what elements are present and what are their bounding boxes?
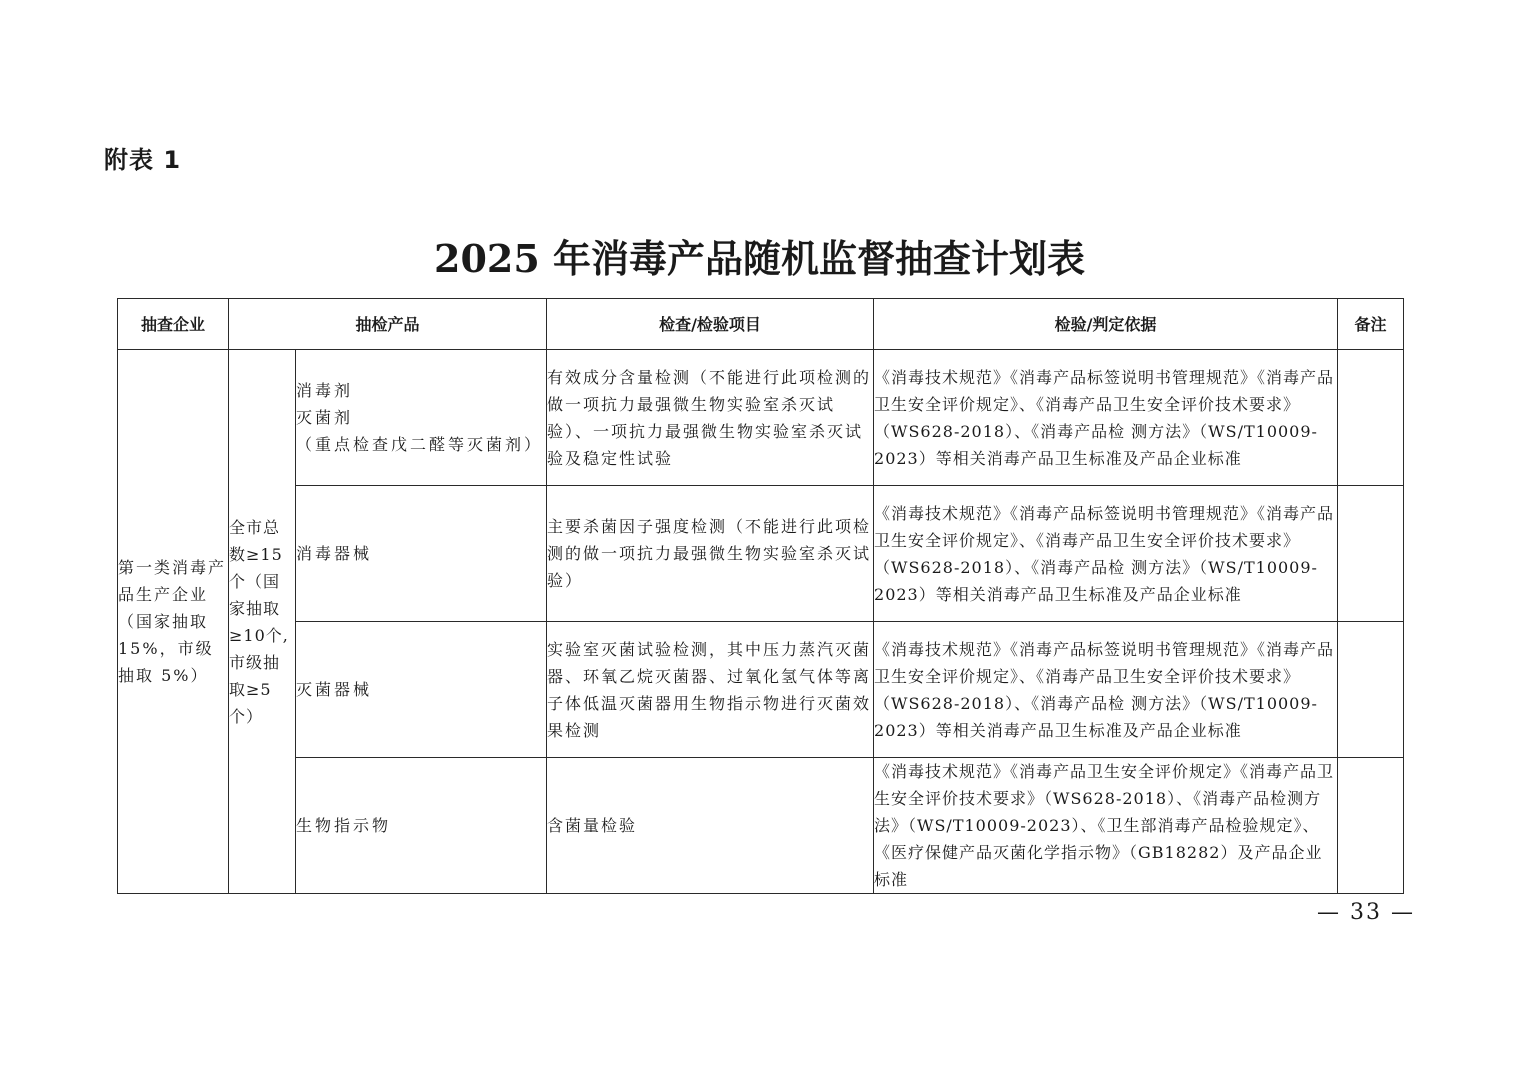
plan-table — [117, 298, 1404, 894]
column-header-remark: 备注 — [1338, 299, 1404, 350]
basis-cell: 《消毒技术规范》《消毒产品标签说明书管理规范》《消毒产品卫生安全评价规定》、《消毒产品卫生安全评价技术要求》（WS628-2018）、《消毒产品检 测方法》（WS/T10009-2023）等相关消毒产品卫生标准及产品企业标准 — [874, 622, 1338, 758]
remark-cell — [1338, 350, 1404, 486]
enterprise-cell: 第一类消毒产品生产企业（国家抽取15%，市级抽取 5%） — [118, 350, 229, 894]
document-title: 2025 年消毒产品随机监督抽查计划表 — [434, 236, 1085, 281]
table-row — [118, 486, 1404, 622]
table-row — [118, 622, 1404, 758]
items-cell: 含菌量检验 — [547, 758, 874, 894]
basis-cell: 《消毒技术规范》《消毒产品卫生安全评价规定》《消毒产品卫生安全评价技术要求》（WS628-2018）、《消毒产品检测方法》（WS/T10009-2023）、《卫生部消毒产品检验规定》、《医疗保健产品灭菌化学指示物》（GB18282）及产品企业标准 — [874, 758, 1338, 894]
column-header-product: 抽检产品 — [229, 299, 547, 350]
items-cell: 主要杀菌因子强度检测（不能进行此项检测的做一项抗力最强微生物实验室杀灭试验） — [547, 486, 874, 622]
column-header-items: 检查/检验项目 — [547, 299, 874, 350]
remark-cell — [1338, 622, 1404, 758]
product-cell: 消毒剂 灭菌剂 （重点检查戊二醛等灭菌剂） — [296, 350, 547, 486]
items-cell: 有效成分含量检测（不能进行此项检测的做一项抗力最强微生物实验室杀灭试验）、一项抗力最强微生物实验室杀灭试验及稳定性试验 — [547, 350, 874, 486]
basis-cell: 《消毒技术规范》《消毒产品标签说明书管理规范》《消毒产品卫生安全评价规定》、《消毒产品卫生安全评价技术要求》（WS628-2018）、《消毒产品检 测方法》（WS/T10009-2023）等相关消毒产品卫生标准及产品企业标准 — [874, 350, 1338, 486]
column-header-enterprise: 抽查企业 — [118, 299, 229, 350]
page-number: — 33 — — [1317, 900, 1415, 925]
count-cell: 全市总数≥15个（国家抽取≥10个,市级抽取≥5个） — [229, 350, 296, 894]
product-cell: 消毒器械 — [296, 486, 547, 622]
attachment-label: 附表 1 — [104, 146, 182, 174]
basis-cell: 《消毒技术规范》《消毒产品标签说明书管理规范》《消毒产品卫生安全评价规定》、《消毒产品卫生安全评价技术要求》（WS628-2018）、《消毒产品检 测方法》（WS/T10009-2023）等相关消毒产品卫生标准及产品企业标准 — [874, 486, 1338, 622]
table-header-row — [118, 299, 1404, 350]
items-cell: 实验室灭菌试验检测，其中压力蒸汽灭菌器、环氧乙烷灭菌器、过氧化氢气体等离子体低温灭菌器用生物指示物进行灭菌效果检测 — [547, 622, 874, 758]
remark-cell — [1338, 486, 1404, 622]
table-row — [118, 350, 1404, 486]
product-cell: 灭菌器械 — [296, 622, 547, 758]
remark-cell — [1338, 758, 1404, 894]
column-header-basis: 检验/判定依据 — [874, 299, 1338, 350]
table-row — [118, 758, 1404, 894]
product-cell: 生物指示物 — [296, 758, 547, 894]
